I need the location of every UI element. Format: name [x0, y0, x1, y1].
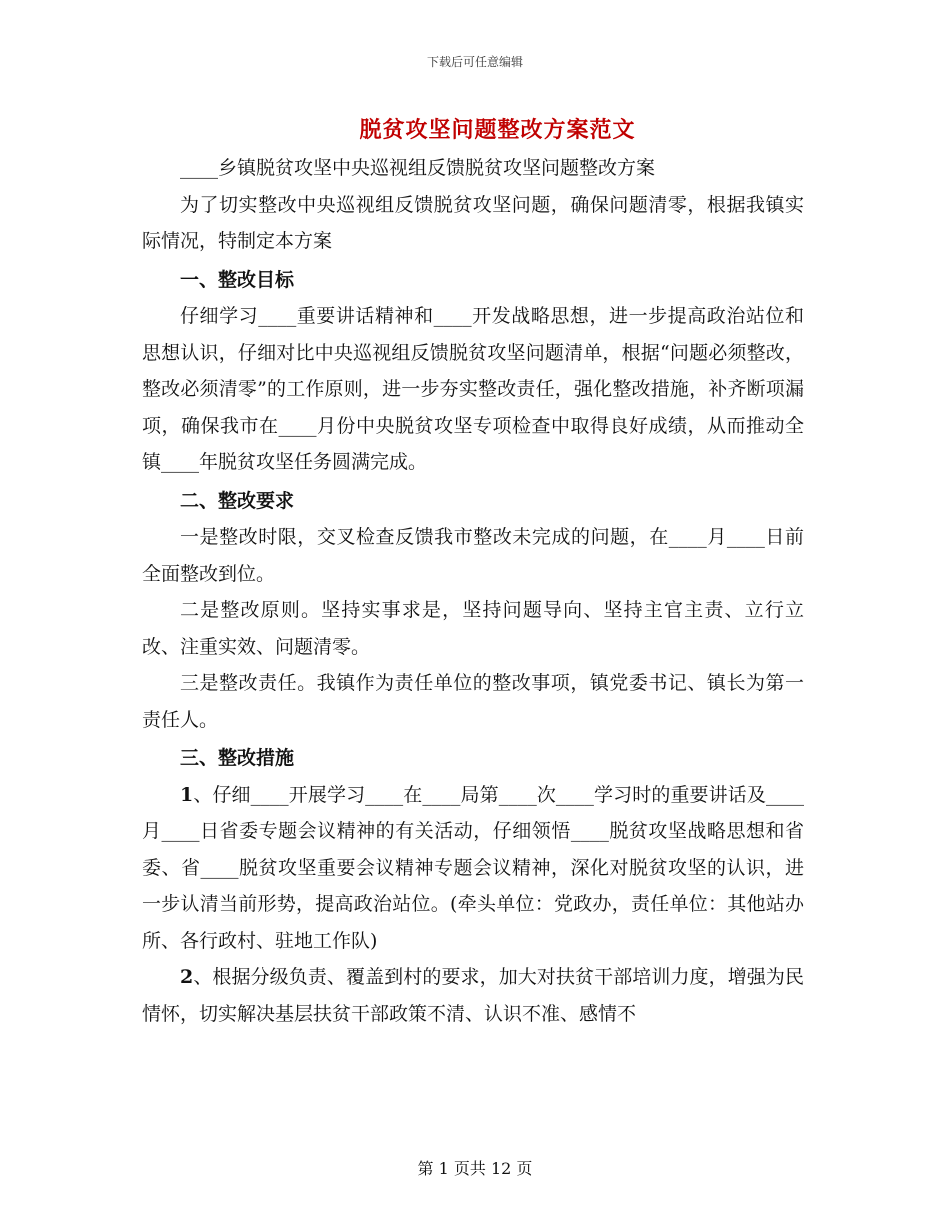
- section-heading-goals: 一、整改目标: [180, 268, 295, 291]
- measure-number: 1: [180, 783, 194, 806]
- paragraph-subtitle: ____乡镇脱贫攻坚中央巡视组反馈脱贫攻坚问题整改方案: [180, 157, 656, 179]
- paragraph-measure-2: [142, 959, 804, 1032]
- header-note: 下载后可任意编辑: [426, 55, 523, 69]
- section-heading-measures: 三、整改措施: [180, 747, 295, 769]
- measure-text: 、根据分级负责、覆盖到村的要求，加大对扶贫干部培训力度，增强为民情怀，切实解决基层扶贫干部政策不清、认识不准、感情不: [142, 966, 804, 1025]
- document-body: [142, 150, 804, 1032]
- paragraph-requirement-3: 三是整改责任。我镇作为责任单位的整改事项，镇党委书记、镇长为第一责任人。: [142, 672, 804, 731]
- paragraph-intro: 为了切实整改中央巡视组反馈脱贫攻坚问题，确保问题清零，根据我镇实际情况，特制定本方案: [142, 193, 804, 252]
- paragraph-goals: 仔细学习____重要讲话精神和____开发战略思想，进一步提高政治站位和思想认识，仔细对比中央巡视组反馈脱贫攻坚问题清单，根据“问题必须整改，整改必须清零”的工作原则，进一步夯实整改责任，强化整改措施，补齐断项漏项，确保我市在____月份中央脱贫攻坚专项检查中取得良好成绩，从而推动全镇____年脱贫攻坚任务圆满完成。: [142, 305, 804, 473]
- paragraph-requirement-1: 一是整改时限，交叉检查反馈我市整改未完成的问题，在____月____日前全面整改到位。: [142, 526, 804, 585]
- page-footer: 第 1 页共 12 页: [417, 1159, 533, 1178]
- section-heading-requirements: 二、整改要求: [180, 489, 295, 512]
- measure-number: 2: [180, 966, 194, 988]
- document-title: 脱贫攻坚问题整改方案范文: [359, 117, 636, 143]
- paragraph-requirement-2: 二是整改原则。坚持实事求是，坚持问题导向、坚持主官主责、立行立改、注重实效、问题清零。: [142, 599, 804, 658]
- measure-text: 、仔细____开展学习____在____局第____次____学习时的重要讲话及____月____日省委专题会议精神的有关活动，仔细领悟____脱贫攻坚战略思想和省委、省____脱贫攻坚重要会议精神专题会议精神，深化对脱贫攻坚的认识，进一步认清当前形势，提高政治站位。(牵头单位：党政办，责任单位：其他站办所、各行政村、驻地工作队): [142, 783, 804, 952]
- paragraph-measure-1: [142, 777, 804, 960]
